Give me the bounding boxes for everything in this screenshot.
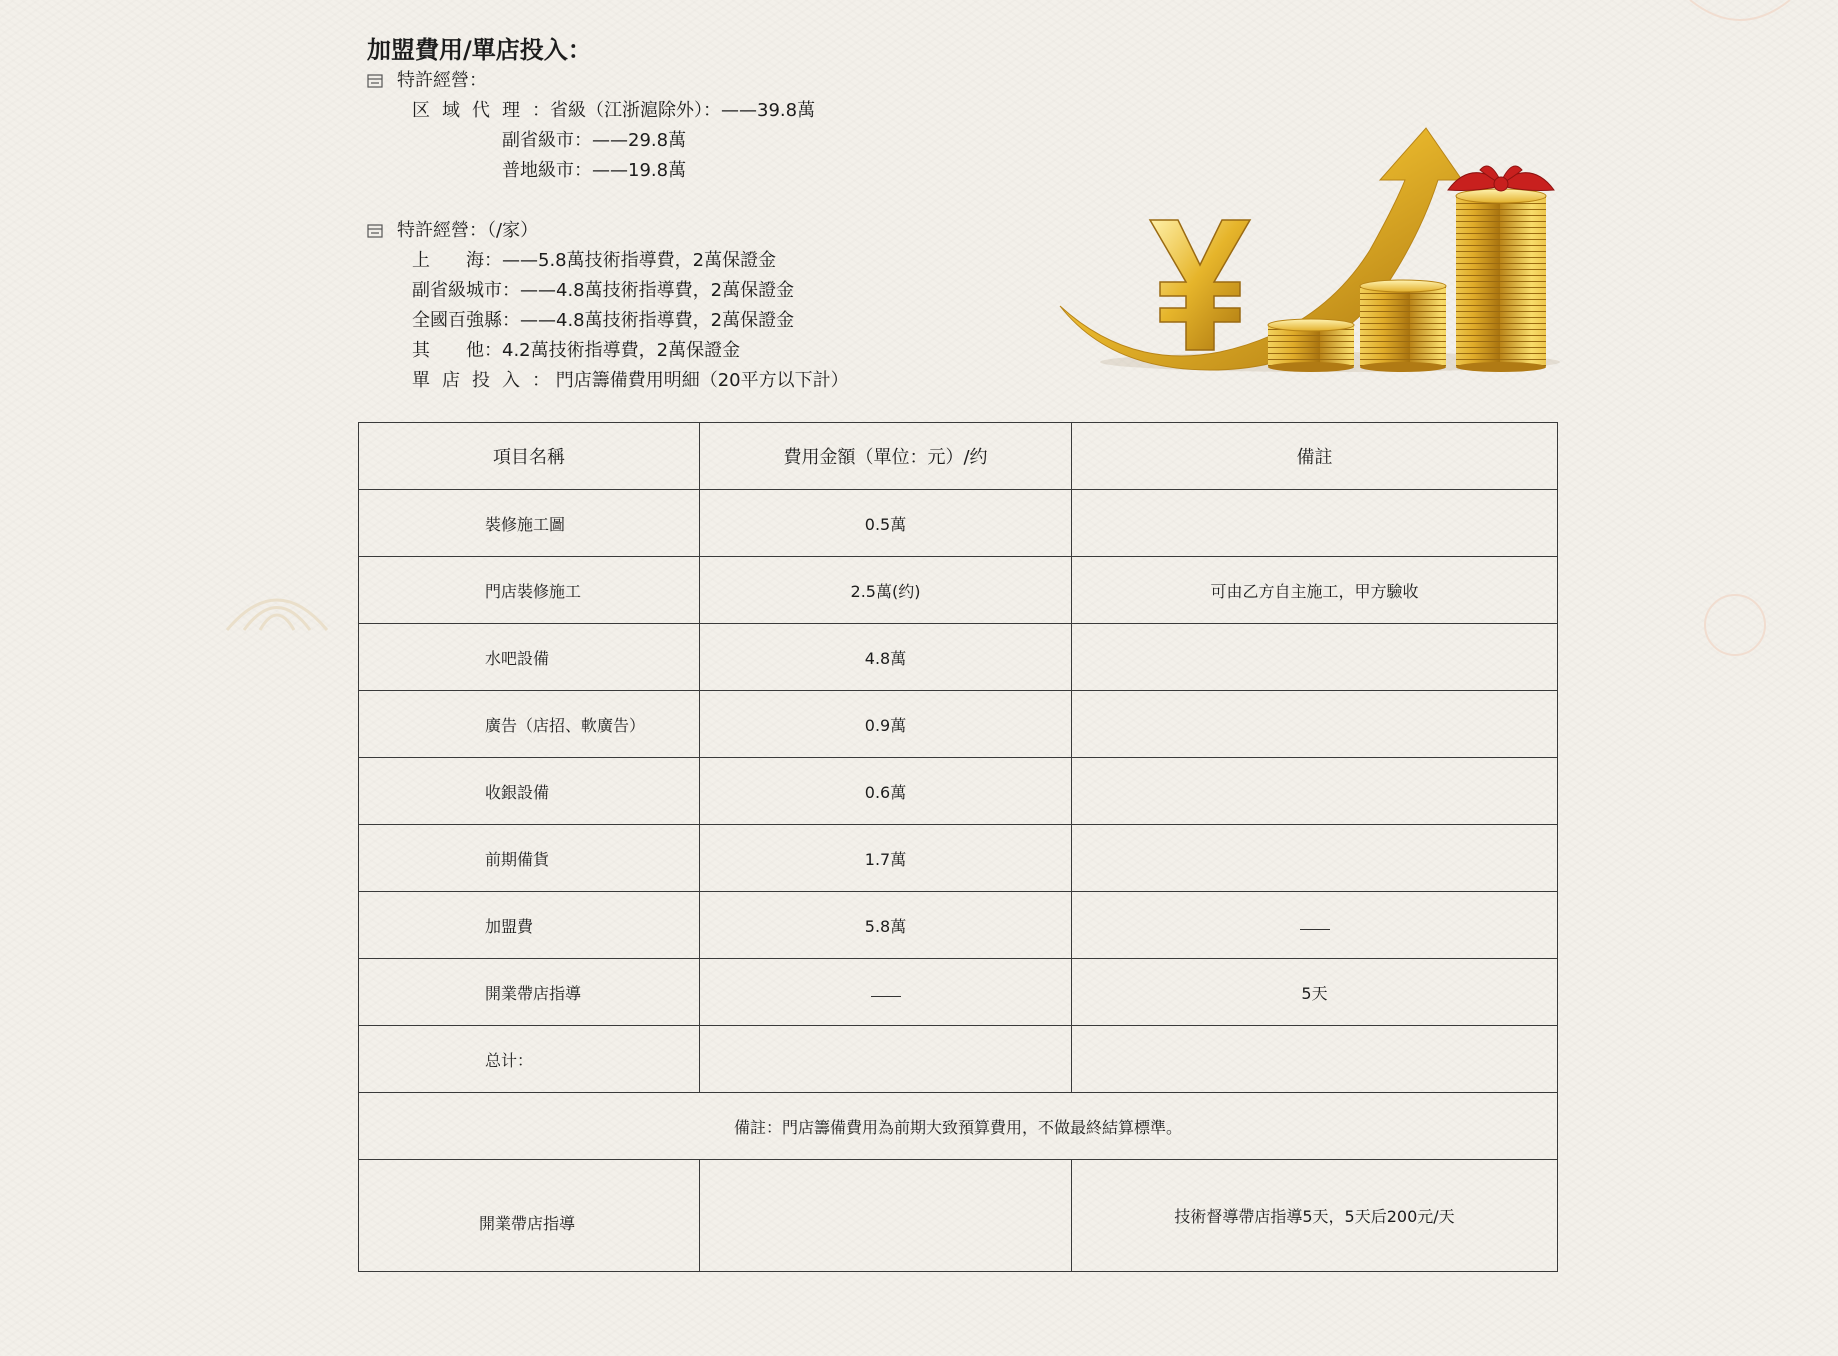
background-ornament-right <box>1695 590 1775 660</box>
line-text: ：省級（江浙滬除外）：——39.8萬 <box>532 100 816 121</box>
item-note <box>1072 691 1558 758</box>
total-note <box>1072 1026 1558 1093</box>
item-note <box>1072 624 1558 691</box>
page-title: 加盟費用/單店投入： <box>367 36 592 64</box>
line-key: 其 他 <box>412 340 484 361</box>
item-name: 加盟費 <box>359 892 700 959</box>
item-name: 門店裝修施工 <box>359 557 700 624</box>
table-row <box>359 959 1558 1026</box>
table-header-row <box>359 423 1558 490</box>
header-note: 備註 <box>1072 423 1558 490</box>
item-note-empty <box>1072 892 1558 959</box>
line-key: 上 海 <box>412 250 484 271</box>
item-note: 5天 <box>1072 959 1558 1026</box>
table-row <box>359 691 1558 758</box>
item-amount: 0.5萬 <box>700 490 1072 557</box>
item-amount: 2.5萬(约) <box>700 557 1072 624</box>
item-name: 水吧設備 <box>359 624 700 691</box>
line-text: ：——4.8萬技術指導費，2萬保證金 <box>502 280 795 301</box>
dash-mark <box>1300 929 1330 930</box>
table-footnote: 備註：門店籌備費用為前期大致預算費用，不做最終結算標準。 <box>359 1093 1558 1160</box>
item-amount: 1.7萬 <box>700 825 1072 892</box>
item-name: 裝修施工圖 <box>359 490 700 557</box>
line-key: 副省級城市 <box>412 280 502 301</box>
item-name: 開業帶店指導 <box>359 959 700 1026</box>
table-row <box>359 825 1558 892</box>
line-text: ：——4.8萬技術指導費，2萬保證金 <box>502 310 795 331</box>
table-row <box>359 758 1558 825</box>
store-icon <box>367 66 389 96</box>
sub-provincial-line: 副省級市：——29.8萬 <box>502 130 687 151</box>
item-name: 收銀設備 <box>359 758 700 825</box>
prefecture-city-line: 普地級市：——19.8萬 <box>502 160 687 181</box>
background-ornament-left <box>222 575 332 635</box>
table-row <box>359 892 1558 959</box>
table-row <box>359 490 1558 557</box>
table-row-total <box>359 1026 1558 1093</box>
item-note <box>1072 490 1558 557</box>
item-amount: 4.8萬 <box>700 624 1072 691</box>
line-text: ：——5.8萬技術指導費，2萬保證金 <box>484 250 777 271</box>
table-row <box>359 557 1558 624</box>
line-key: 全國百強縣 <box>412 310 502 331</box>
background-ornament-top <box>1685 0 1795 30</box>
line-text: ：4.2萬技術指導費，2萬保證金 <box>484 340 741 361</box>
line-key: 区域代理 <box>412 100 532 121</box>
header-item-name: 項目名稱 <box>359 423 700 490</box>
item-name: 廣告（店招、軟廣告） <box>359 691 700 758</box>
item-note <box>1072 825 1558 892</box>
item-note: 可由乙方自主施工，甲方驗收 <box>1072 557 1558 624</box>
store-icon <box>367 216 389 246</box>
section-franchise-regional <box>367 66 1567 96</box>
item-amount: 0.6萬 <box>700 758 1072 825</box>
header-amount: 費用金額（單位：元）/约 <box>700 423 1072 490</box>
item-amount: 5.8萬 <box>700 892 1072 959</box>
table-footnote-row <box>359 1093 1558 1160</box>
yuan-coins-arrow-illustration <box>1050 120 1570 380</box>
line-text: ： 門店籌備費用明細（20平方以下計） <box>532 370 849 391</box>
table-row <box>359 624 1558 691</box>
section-label: 特許經營：（/家） <box>397 220 539 241</box>
item-amount <box>700 1160 1072 1272</box>
total-label: 总计： <box>359 1026 700 1093</box>
item-name: 前期備貨 <box>359 825 700 892</box>
item-amount: 0.9萬 <box>700 691 1072 758</box>
item-name: 開業帶店指導 <box>359 1160 700 1272</box>
item-note: 技術督導帶店指導5天，5天后200元/天 <box>1072 1160 1558 1272</box>
table-row <box>359 1160 1558 1272</box>
total-amount <box>700 1026 1072 1093</box>
store-cost-table <box>358 422 1558 1272</box>
line-key: 單店投入 <box>412 370 532 391</box>
dash-mark <box>871 996 901 997</box>
item-note <box>1072 758 1558 825</box>
section-label: 特許經營： <box>397 70 487 91</box>
item-amount-empty <box>700 959 1072 1026</box>
